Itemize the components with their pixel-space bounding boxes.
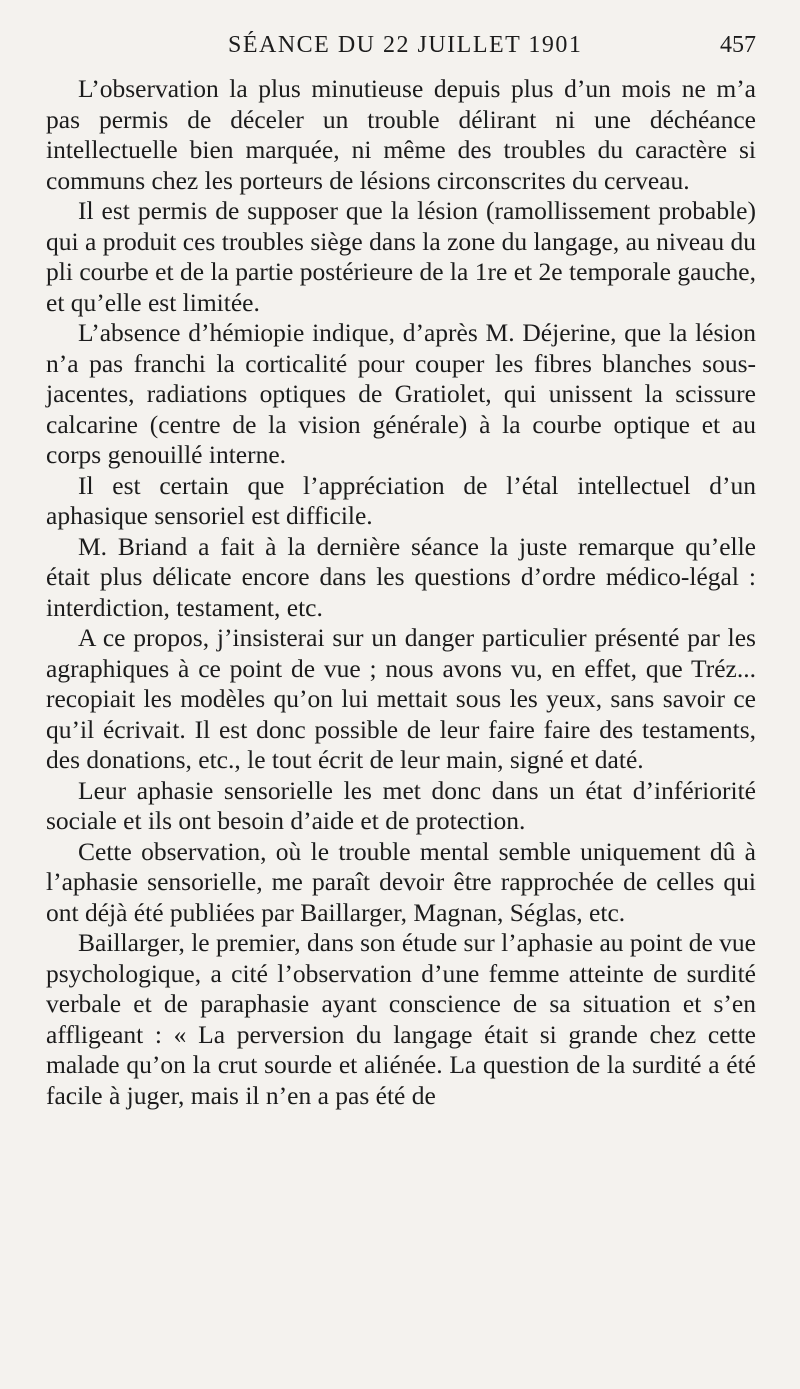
paragraph: Cette observation, où le trouble mental semble uniquement dû à l’aphasie sensorielle, me paraît devoir être rapprochée de celles qui ont déjà été publiées par Baillarger, Magnan, Séglas, etc. <box>46 836 756 927</box>
page-header <box>46 30 756 70</box>
paragraph: A ce propos, j’insisterai sur un danger particulier présenté par les agraphiques à ce point de vue ; nous avons vu, en effet, que Tréz... recopiait les modèles qu’on lui mettait sous les yeux, sans savoir ce qu’il écrivait. Il est donc possible de leur faire faire des testaments, des donations, etc., le tout écrit de leur main, signé et daté. <box>46 623 756 774</box>
paragraph: L’observation la plus minutieuse depuis plus d’un mois ne m’a pas permis de déceler un trouble délirant ni une déchéance intellectuelle bien marquée, ni même des troubles du caractère si communs chez les porteurs de lésions circonscrites du cerveau. <box>46 74 756 195</box>
paragraph: Il est permis de supposer que la lésion (ramollissement probable) qui a produit ces troubles siège dans la zone du langage, au niveau du pli courbe et de la partie postérieure de la 1re et 2e temporale gauche, et qu’elle est limitée. <box>46 196 756 317</box>
paragraph: M. Briand a fait à la dernière séance la juste remarque qu’elle était plus délicate encore dans les questions d’ordre médico-légal : interdiction, testament, etc. <box>46 531 756 622</box>
running-title: SÉANCE DU 22 JUILLET 1901 <box>228 32 583 58</box>
paragraph: Leur aphasie sensorielle les met donc dans un état d’infériorité sociale et ils ont besoin d’aide et de protection. <box>46 775 756 835</box>
page-number: 457 <box>720 32 756 58</box>
body-text <box>46 74 756 1111</box>
paragraph: Il est certain que l’appréciation de l’étal intellectuel d’un aphasique sensoriel est difficile. <box>46 470 756 530</box>
paragraph: L’absence d’hémiopie indique, d’après M. Déjerine, que la lésion n’a pas franchi la corticalité pour couper les fibres blanches sous-jacentes, radiations optiques de Gratiolet, qui unissent la scissure calcarine (centre de la vision générale) à la courbe optique et au corps genouillé interne. <box>46 318 756 469</box>
paragraph: Baillarger, le premier, dans son étude sur l’aphasie au point de vue psychologique, a cité l’observation d’une femme atteinte de surdité verbale et de paraphasie ayant conscience de sa situation et s’en affligeant : « La perversion du langage était si grande chez cette malade qu’on la crut sourde et aliénée. La question de la surdité a été facile à juger, mais il n’en a pas été de <box>46 928 756 1110</box>
